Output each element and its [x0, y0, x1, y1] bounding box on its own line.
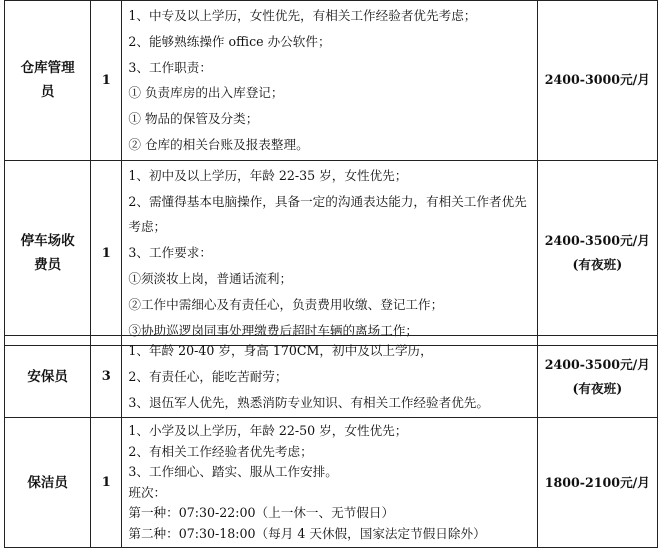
- headcount-cell: 3: [91, 336, 122, 418]
- requirement-line: 第一种：07:30-22:00（上一休一、无节假日）: [128, 505, 395, 521]
- salary-cell: [537, 1, 657, 161]
- position-cell: [5, 336, 91, 418]
- requirement-line: ① 物品的保管及分类；: [128, 111, 259, 127]
- requirement-line: 第二种：07:30-18:00（每月 4 天休假，国家法定节假日除外）: [128, 525, 486, 541]
- requirement-line: ①须淡妆上岗，普通话流利；: [128, 270, 293, 286]
- requirements-cell: [122, 160, 537, 346]
- position-name: 员: [40, 84, 55, 101]
- salary-text: 1800-2100元/月: [544, 474, 650, 490]
- requirement-line: 2、有相关工作经验者优先考虑；: [128, 443, 313, 459]
- salary-text: 2400-3500元/月: [544, 233, 650, 249]
- requirements-cell: [122, 336, 537, 418]
- job-table-bottom: [4, 335, 658, 548]
- requirement-line: 3、工作细心、踏实、服从工作安排。: [128, 464, 338, 480]
- salary-note: (有夜班): [572, 380, 623, 396]
- headcount-cell: 1: [91, 418, 122, 548]
- headcount-cell: 1: [91, 160, 122, 346]
- requirement-line: 1、初中及以上学历，年龄 22-35 岁，女性优先；: [128, 167, 408, 183]
- headcount-cell: 1: [91, 1, 122, 161]
- job-table-top: [4, 0, 658, 346]
- position-name: 费员: [34, 257, 62, 274]
- requirement-line: ② 仓库的相关台账及报表整理。: [128, 136, 309, 152]
- position-name: 停车场收: [20, 233, 75, 250]
- table-row: [5, 1, 658, 161]
- salary-text: 2400-3000元/月: [544, 72, 650, 88]
- requirement-line: ① 负责库房的出入库登记；: [128, 85, 284, 101]
- salary-note: (有夜班): [572, 257, 623, 273]
- position-cell: [5, 160, 91, 346]
- table-row: [5, 336, 658, 418]
- salary-cell: [537, 336, 657, 418]
- position-name: 保洁员: [27, 474, 68, 491]
- requirement-line: 2、有责任心，能吃苦耐劳；: [128, 368, 288, 384]
- requirement-line: 2、能够熟练操作 office 办公软件；: [128, 33, 331, 49]
- requirements-cell: [122, 418, 537, 548]
- position-name: 仓库管理: [20, 60, 75, 77]
- salary-cell: [537, 418, 657, 548]
- requirement-line: 3、退伍军人优先，熟悉消防专业知识、有相关工作经验者优先。: [128, 394, 489, 410]
- requirement-line: 2、需懂得基本电脑操作，具备一定的沟通表达能力，有相关工作者优先考虑；: [128, 193, 527, 235]
- requirement-line: 1、中专及以上学历，女性优先，有相关工作经验者优先考虑；: [128, 8, 477, 23]
- position-name: 安保员: [27, 368, 68, 385]
- requirement-line: 3、工作职责：: [128, 59, 212, 75]
- table-row: [5, 418, 658, 548]
- requirements-cell: [122, 1, 537, 161]
- requirement-line: 1、年龄 20-40 岁，身高 170CM，初中及以上学历，: [128, 343, 433, 358]
- salary-cell: [537, 160, 657, 346]
- salary-text: 2400-3500元/月: [544, 356, 650, 372]
- requirement-line: ②工作中需细心及有责任心，负责费用收缴、登记工作；: [128, 296, 444, 312]
- position-cell: [5, 1, 91, 161]
- requirement-line: ③协助巡逻岗同事处理缴费后超时车辆的离场工作；: [128, 322, 418, 338]
- requirement-line: 班次：: [128, 484, 167, 500]
- position-cell: [5, 418, 91, 548]
- requirement-line: 3、工作要求：: [128, 245, 212, 261]
- requirement-line: 1、小学及以上学历，年龄 22-50 岁，女性优先；: [128, 423, 408, 439]
- table-row: [5, 160, 658, 346]
